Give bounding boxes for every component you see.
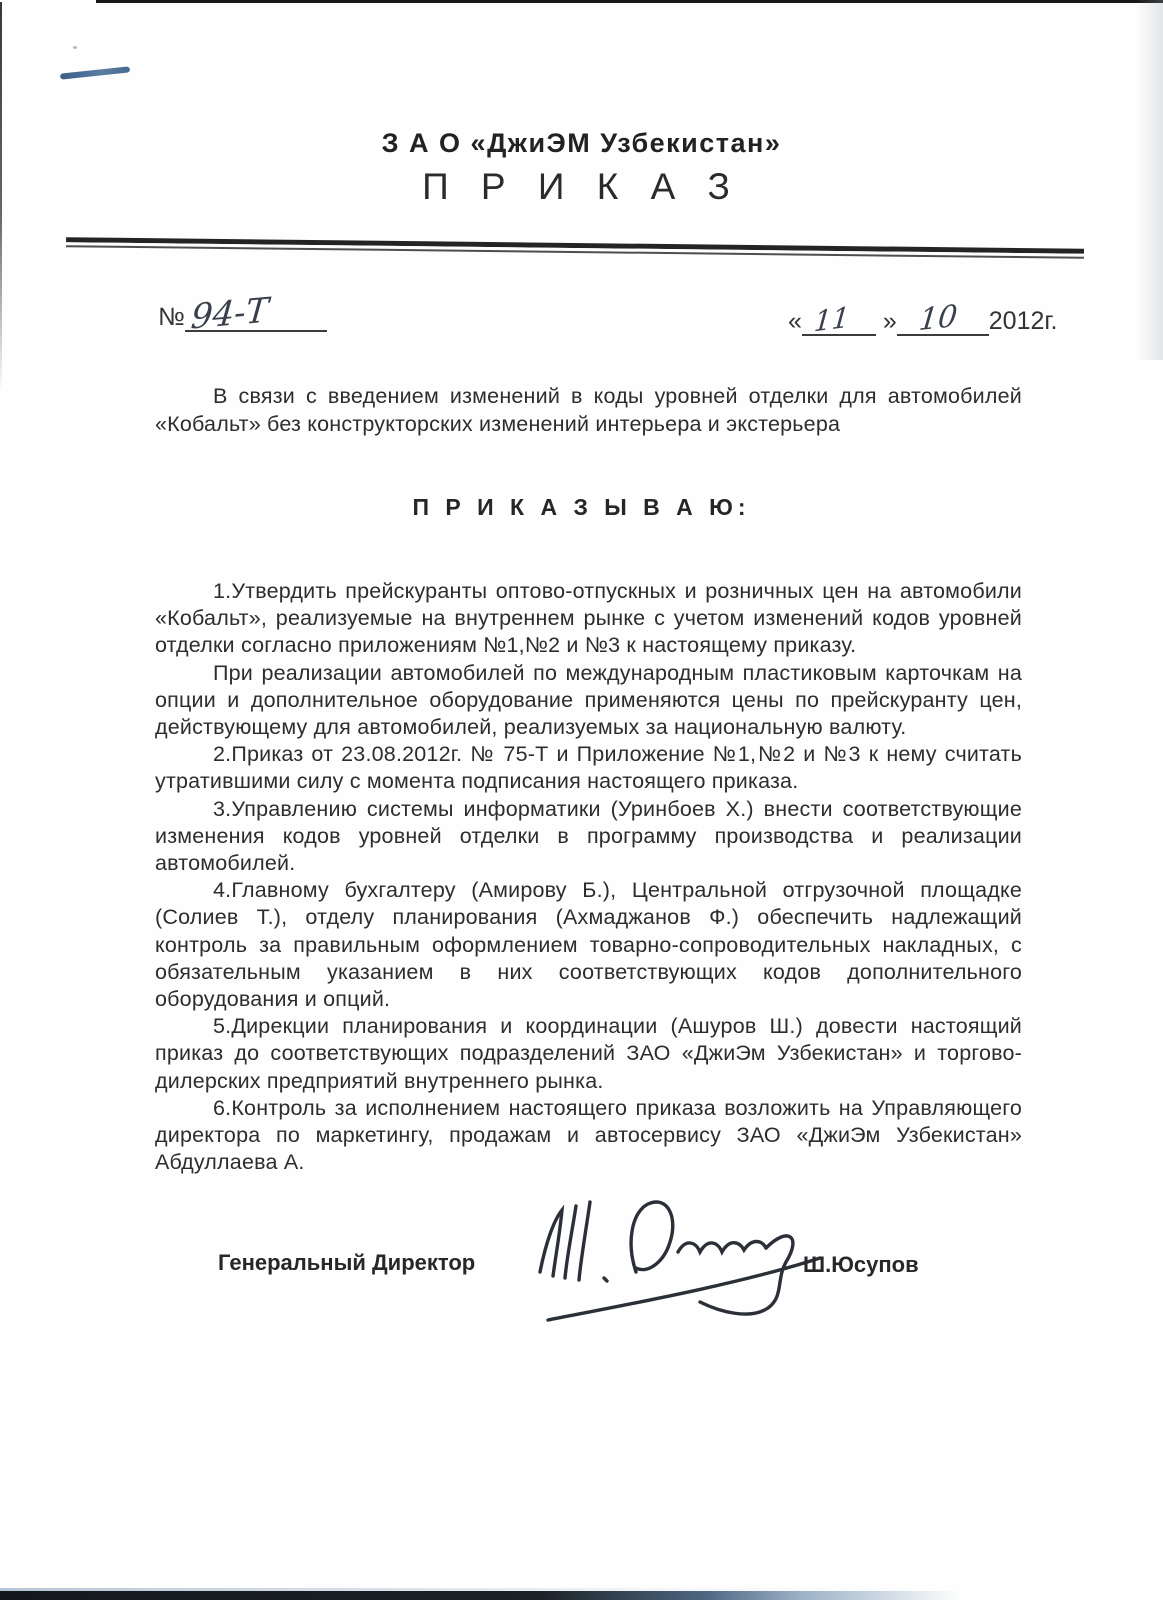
- blue-pen-mark-artifact: [60, 66, 130, 79]
- organization-name: З А О «ДжиЭМ Узбекистан»: [381, 128, 782, 158]
- order-number-label: №: [158, 303, 185, 331]
- order-number-handwritten-value: 94-Т: [189, 290, 270, 338]
- order-number-line: [185, 290, 327, 338]
- order-body: [155, 578, 1022, 1176]
- header-separator-rule: [66, 237, 1084, 259]
- date-open-quote: «: [788, 307, 802, 335]
- order-paragraph-5: 5.Дирекции планирования и координации (Ашуров Ш.) довести настоящий приказ до соответствующих подразделений ЗАО «ДжиЭм Узбекистан» и торгово-дилерских предприятий внутреннего рынка.: [155, 1014, 1022, 1093]
- scan-top-edge-artifact: [96, 0, 1163, 3]
- date-month-line: [897, 298, 989, 339]
- order-number: [158, 290, 327, 338]
- preamble-paragraph: В связи с введением изменений в коды уровней отделки для автомобилей «Кобальт» без конструкторских изменений интерьера и экстерьера: [155, 384, 1022, 436]
- date-month-handwritten-value: 10: [917, 298, 959, 339]
- order-paragraph-3: 3.Управлению системы информатики (Уринбоев Х.) внести соответствующие изменения кодов уровней отделки в программу производства и реализации автомобилей.: [155, 796, 1022, 876]
- order-date: [788, 298, 1058, 339]
- order-paragraph-1b: При реализации автомобилей по международным пластиковым карточкам на опции и дополнительное оборудование применяются цены по прейскуранту цен, действующему для автомобилей, реализуемых за национальную валюту.: [155, 660, 1022, 740]
- handwritten-signature: [520, 1180, 840, 1330]
- order-paragraph-1: 1.Утвердить прейскуранты оптово-отпускных и розничных цен на автомобили «Кобальт», реализуемые на внутреннем рынке с учетом изменений кодов уровней отделки согласно приложениям №1,№2 и №3 к настоящему приказу.: [155, 579, 1022, 658]
- scan-bottom-edge-artifact: [0, 1591, 980, 1600]
- resolve-heading: П Р И К А З Ы В А Ю:: [412, 494, 751, 520]
- date-day-handwritten-value: 11: [812, 300, 851, 339]
- document-title: П Р И К А З: [422, 166, 741, 207]
- signatory-position: Генеральный Директор: [218, 1250, 476, 1275]
- order-paragraph-4: 4.Главному бухгалтеру (Амирову Б.), Центральной отгрузочной площадке (Солиев Т.), отделу планирования (Ахмаджанов Ф.) обеспечить надлежащий контроль за правильным оформлением товарно-сопроводительных накладных, с обязательным указанием в них соответствующих кодов дополнительного оборудования и опций.: [155, 878, 1022, 1012]
- order-paragraph-2: 2.Приказ от 23.08.2012г. № 75-Т и Приложение №1,№2 и №3 к нему считать утратившими силу с момента подписания настоящего приказа.: [155, 742, 1022, 794]
- order-paragraph-6: 6.Контроль за исполнением настоящего приказа возложить на Управляющего директора по маркетингу, продажам и автосервису ЗАО «ДжиЭм Узбекистан» Абдуллаева А.: [155, 1095, 1022, 1175]
- signatory-name: Ш.Юсупов: [803, 1252, 919, 1277]
- date-year: 2012г.: [988, 307, 1058, 335]
- date-close-quote: »: [882, 307, 897, 335]
- scan-speck-artifact: [73, 46, 77, 49]
- date-day-line: [802, 300, 876, 339]
